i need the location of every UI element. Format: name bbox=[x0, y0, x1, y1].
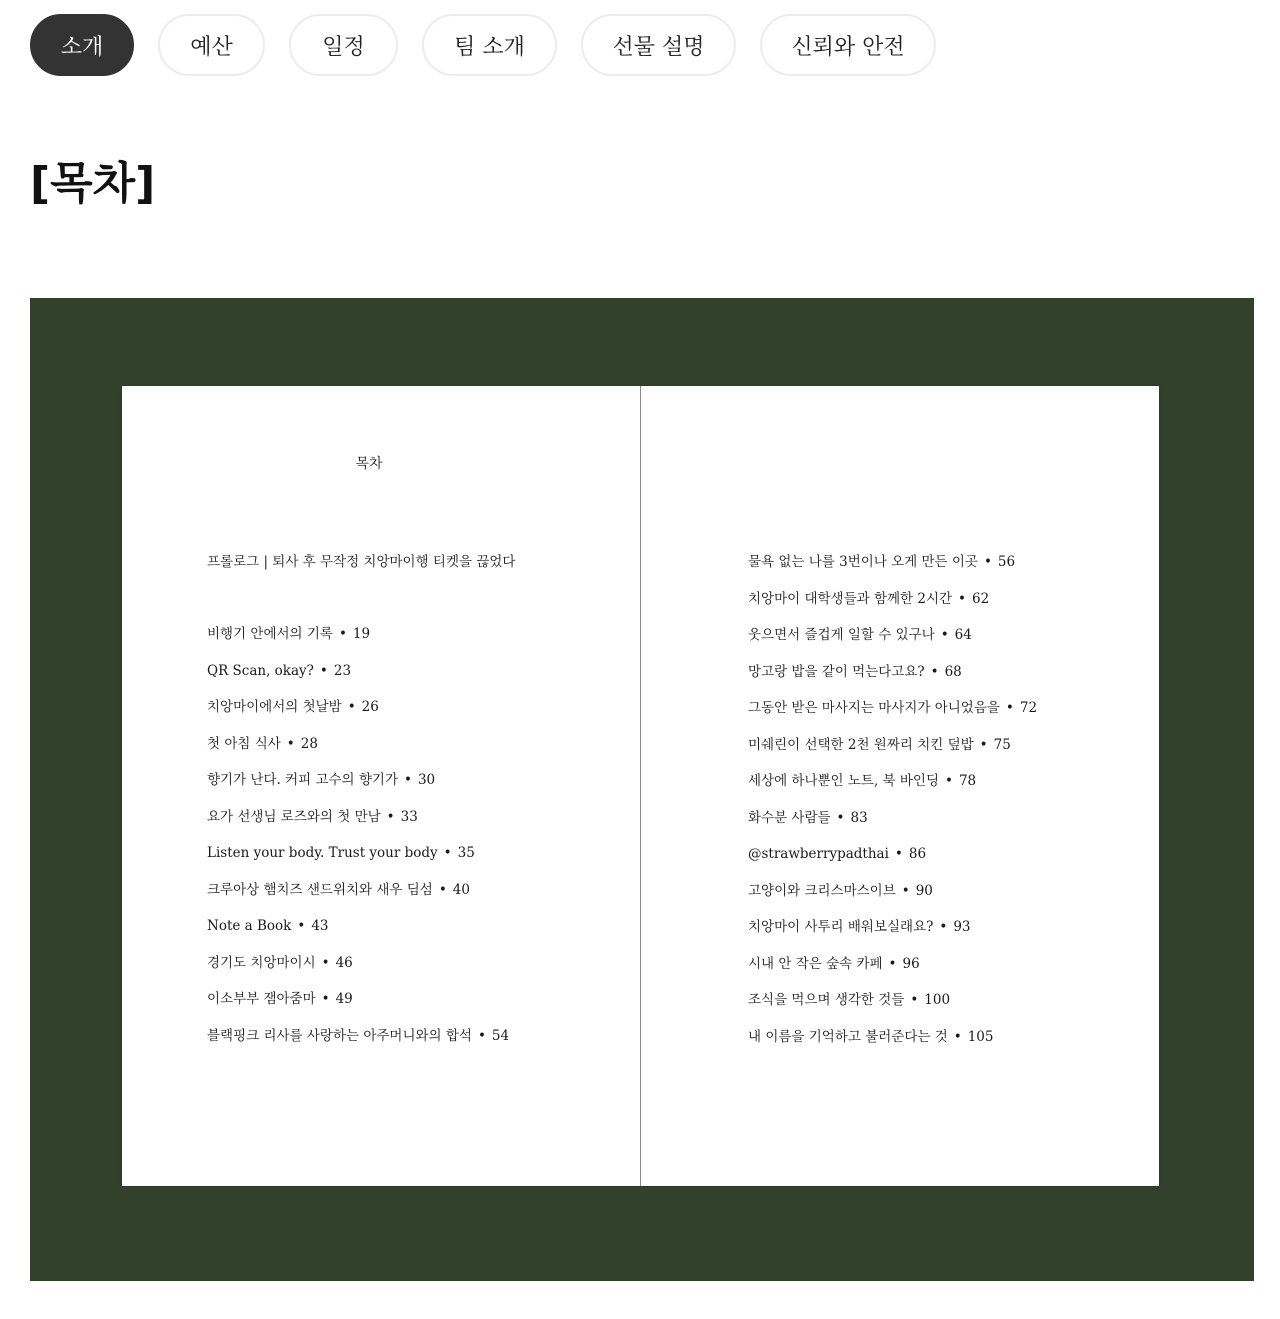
toc-item-title: 요가 선생님 로즈와의 첫 만남 bbox=[207, 808, 381, 825]
toc-item-title: 웃으면서 즐겁게 일할 수 있구나 bbox=[748, 627, 935, 643]
toc-item-page: 96 bbox=[902, 955, 920, 972]
toc-item-page: 90 bbox=[915, 882, 933, 899]
toc-item-title: 고양이와 크리스마스이브 bbox=[748, 882, 896, 899]
toc-separator: • bbox=[979, 736, 988, 753]
toc-item-page: 86 bbox=[908, 846, 927, 862]
toc-item-page: 93 bbox=[953, 919, 971, 935]
toc-item-page: 54 bbox=[491, 1027, 510, 1044]
toc-item-title: 시내 안 작은 숲속 카페 bbox=[748, 955, 883, 972]
toc-item-title: 세상에 하나뿐인 노트, 북 바인딩 bbox=[748, 773, 939, 789]
toc-item-title: 치앙마이에서의 첫날밤 bbox=[207, 699, 342, 715]
toc-separator: • bbox=[438, 881, 447, 898]
toc-item bbox=[207, 697, 509, 734]
toc-prologue: 프롤로그 | 퇴사 후 무작정 치앙마이행 티켓을 끊었다 bbox=[207, 554, 516, 570]
toc-item-page: 100 bbox=[924, 992, 951, 1008]
toc-item-page: 40 bbox=[452, 881, 470, 898]
book-spread bbox=[122, 386, 1159, 1186]
section-tabs bbox=[30, 14, 936, 76]
toc-item bbox=[748, 589, 1037, 626]
toc-item-page: 19 bbox=[352, 626, 371, 642]
toc-item-title: 블랙핑크 리사를 사랑하는 아주머니와의 합석 bbox=[207, 1027, 472, 1044]
toc-separator: • bbox=[297, 918, 306, 934]
tab-trust-safety[interactable]: 신뢰와 안전 bbox=[760, 14, 936, 76]
toc-item-title: 조식을 먹으며 생각한 것들 bbox=[748, 992, 905, 1008]
toc-separator: • bbox=[930, 663, 939, 680]
toc-item-title: Listen your body. Trust your body bbox=[207, 845, 438, 861]
toc-item-title: @strawberrypadthai bbox=[748, 846, 889, 862]
toc-item-page: 64 bbox=[954, 627, 972, 643]
toc-item-page: 30 bbox=[417, 772, 436, 788]
tab-budget[interactable]: 예산 bbox=[158, 14, 265, 76]
toc-item bbox=[748, 954, 1037, 991]
toc-item-page: 68 bbox=[944, 663, 962, 680]
tab-schedule[interactable]: 일정 bbox=[289, 14, 398, 76]
toc-list-left bbox=[207, 624, 509, 1062]
toc-item bbox=[207, 770, 509, 807]
toc-separator: • bbox=[888, 955, 897, 972]
toc-item bbox=[207, 734, 509, 771]
toc-item-page: 78 bbox=[958, 773, 977, 789]
toc-item-page: 28 bbox=[300, 735, 318, 752]
toc-separator: • bbox=[901, 882, 910, 899]
toc-item-page: 35 bbox=[457, 845, 475, 861]
toc-item bbox=[748, 844, 1037, 881]
toc-separator: • bbox=[347, 699, 356, 715]
toc-item-title: 화수분 사람들 bbox=[748, 809, 831, 826]
toc-separator: • bbox=[836, 809, 845, 826]
toc-item-title: 이소부부 잼아줌마 bbox=[207, 991, 316, 1007]
toc-list-right bbox=[748, 552, 1037, 1063]
table-of-contents-image bbox=[30, 298, 1254, 1281]
toc-item bbox=[207, 843, 509, 880]
toc-item bbox=[748, 1027, 1037, 1064]
toc-item-page: 49 bbox=[335, 991, 353, 1007]
toc-separator: • bbox=[940, 627, 949, 643]
toc-item-title: 크루아상 햄치즈 샌드위치와 새우 딤섬 bbox=[207, 881, 433, 898]
toc-item-page: 43 bbox=[311, 918, 329, 934]
toc-item-title: 그동안 받은 마사지는 마사지가 아니었음을 bbox=[748, 700, 1000, 716]
toc-item-title: 비행기 안에서의 기록 bbox=[207, 626, 333, 642]
toc-separator: • bbox=[953, 1028, 962, 1045]
toc-item bbox=[748, 881, 1037, 918]
toc-item-page: 56 bbox=[997, 554, 1016, 570]
toc-item-title: 치앙마이 사투리 배워보실래요? bbox=[748, 919, 934, 935]
toc-item-page: 46 bbox=[335, 954, 353, 971]
toc-item-title: 미쉐린이 선택한 2천 원짜리 치킨 덮밥 bbox=[748, 736, 974, 753]
toc-item bbox=[748, 808, 1037, 845]
toc-separator: • bbox=[338, 626, 347, 642]
toc-item-title: 경기도 치앙마이시 bbox=[207, 954, 316, 971]
tab-intro[interactable]: 소개 bbox=[30, 14, 134, 76]
toc-heading: 목차 bbox=[355, 456, 383, 472]
toc-separator: • bbox=[983, 554, 992, 570]
toc-item-title: 치앙마이 대학생들과 함께한 2시간 bbox=[748, 590, 953, 607]
toc-item bbox=[207, 953, 509, 990]
tab-team[interactable]: 팀 소개 bbox=[422, 14, 557, 76]
toc-item-title: 망고랑 밥을 같이 먹는다고요? bbox=[748, 663, 925, 680]
toc-item bbox=[207, 1026, 509, 1063]
toc-separator: • bbox=[321, 954, 330, 971]
toc-item-title: 첫 아침 식사 bbox=[207, 735, 281, 752]
toc-item-page: 23 bbox=[333, 662, 352, 679]
toc-item bbox=[207, 989, 509, 1026]
toc-separator: • bbox=[319, 662, 328, 679]
toc-item-page: 72 bbox=[1019, 700, 1038, 716]
toc-item-page: 62 bbox=[972, 590, 990, 607]
toc-separator: • bbox=[404, 772, 412, 788]
toc-item-title: 향기가 난다. 커피 고수의 향기가 bbox=[207, 772, 398, 788]
toc-item bbox=[207, 624, 509, 661]
page-title: [목차] bbox=[30, 158, 156, 209]
toc-separator: • bbox=[939, 919, 948, 935]
toc-separator: • bbox=[958, 590, 967, 607]
toc-item-title: 물욕 없는 나를 3번이나 오게 만든 이곳 bbox=[748, 554, 978, 570]
toc-item-page: 26 bbox=[361, 699, 379, 715]
toc-separator: • bbox=[945, 773, 953, 789]
toc-item bbox=[748, 552, 1037, 589]
toc-separator: • bbox=[321, 991, 330, 1007]
toc-item bbox=[207, 661, 509, 698]
toc-item bbox=[748, 662, 1037, 699]
toc-separator: • bbox=[1005, 700, 1014, 716]
toc-separator: • bbox=[477, 1027, 486, 1044]
toc-item-title: QR Scan, okay? bbox=[207, 662, 314, 679]
book-page-left bbox=[122, 386, 640, 1186]
toc-separator: • bbox=[286, 735, 295, 752]
toc-separator: • bbox=[443, 845, 452, 861]
toc-item-title: 내 이름을 기억하고 불러준다는 것 bbox=[748, 1028, 948, 1045]
toc-item-page: 83 bbox=[850, 809, 868, 826]
toc-item bbox=[748, 917, 1037, 954]
toc-item bbox=[748, 990, 1037, 1027]
toc-separator: • bbox=[910, 992, 919, 1008]
toc-separator: • bbox=[894, 846, 903, 862]
toc-item bbox=[748, 735, 1037, 772]
toc-item bbox=[748, 771, 1037, 808]
toc-item bbox=[207, 807, 509, 844]
toc-item-page: 75 bbox=[993, 736, 1011, 753]
toc-separator: • bbox=[386, 808, 395, 825]
toc-item bbox=[748, 698, 1037, 735]
toc-item-title: Note a Book bbox=[207, 918, 292, 934]
toc-item bbox=[207, 880, 509, 917]
toc-item bbox=[207, 916, 509, 953]
toc-item-page: 33 bbox=[400, 808, 418, 825]
book-page-right bbox=[641, 386, 1159, 1186]
toc-item bbox=[748, 625, 1037, 662]
toc-item-page: 105 bbox=[967, 1028, 994, 1045]
tab-gift-description[interactable]: 선물 설명 bbox=[581, 14, 736, 76]
